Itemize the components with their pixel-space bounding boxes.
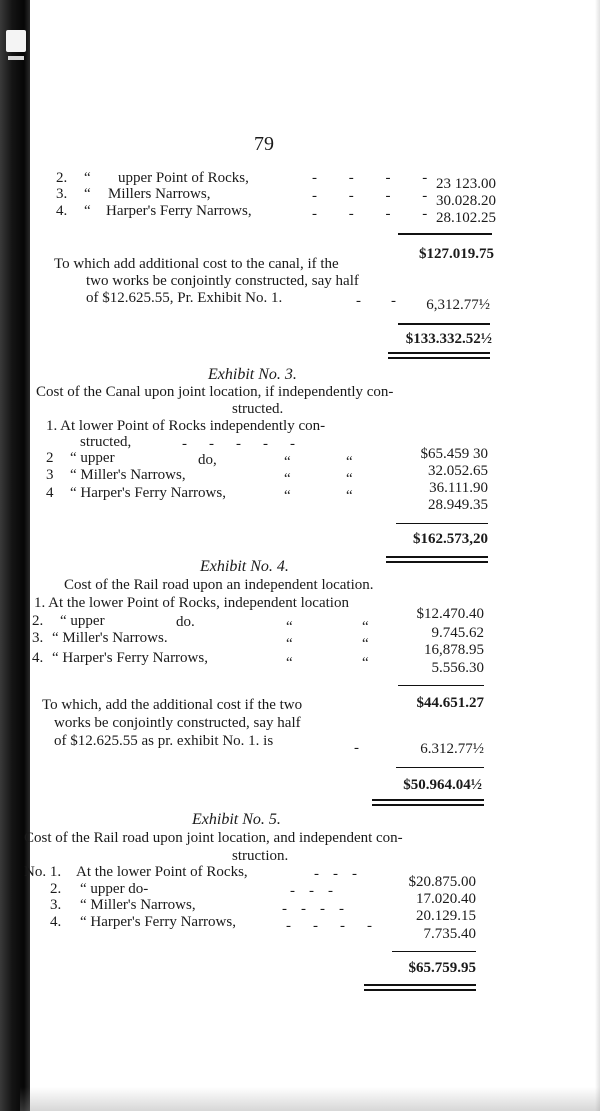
row-number: 2. <box>56 170 68 186</box>
row-amount: 16,878.95 <box>424 642 484 658</box>
exhibit-heading: Exhibit No. 5. <box>192 811 281 828</box>
dash-leader: - <box>354 740 359 756</box>
row-label: Harper's Ferry Narrows, <box>106 203 252 219</box>
row-label: “ Harper's Ferry Narrows, <box>70 485 226 501</box>
grand-total: $50.964.04½ <box>403 777 482 793</box>
addition-text-line: works be conjointly constructed, say half <box>54 715 301 731</box>
dash-leader: -- <box>356 293 426 309</box>
row-amount: 7.735.40 <box>423 926 476 942</box>
row-label: “ Miller's Narrows, <box>70 467 186 483</box>
row-number: 3. <box>50 897 62 913</box>
ditto-mark: “ <box>84 186 91 202</box>
ditto-mark: “ <box>346 454 353 470</box>
dash-leader: --- <box>314 866 371 882</box>
row-label: Millers Narrows, <box>108 186 211 202</box>
row-number: 2. <box>50 881 62 897</box>
ditto-mark: “ <box>286 655 293 671</box>
book-binding-edge <box>0 0 30 1111</box>
binding-paper-tab <box>6 30 26 52</box>
exhibit-description: Cost of the Rail road upon an independent location. <box>64 577 374 593</box>
sum-rule <box>398 233 492 235</box>
row-amount: $12.470.40 <box>416 606 484 622</box>
row-label: “ Miller's Narrows, <box>80 897 196 913</box>
double-rule <box>372 799 484 806</box>
row-amount: 32.052.65 <box>428 463 488 479</box>
subtotal: $127.019.75 <box>419 246 494 262</box>
double-rule <box>364 984 476 991</box>
ditto-mark: “ <box>362 636 369 652</box>
addition-text-line: To which add additional cost to the canal, if the <box>54 256 339 272</box>
exhibit-description: Cost of the Canal upon joint location, if independently con- <box>36 384 394 400</box>
row-label: “ Harper's Ferry Narrows, <box>52 650 208 666</box>
dash-leader: - - - - <box>312 206 442 222</box>
page-edge-shadow <box>595 0 600 1111</box>
exhibit-description: structed. <box>232 401 284 417</box>
page-number: 79 <box>254 133 274 155</box>
binding-paper-tab <box>8 56 24 60</box>
sum-rule <box>398 323 490 325</box>
row-amount: 9.745.62 <box>431 625 484 641</box>
row-number: 4. <box>50 914 62 930</box>
ditto-mark: “ <box>346 471 353 487</box>
addition-amount: 6,312.77½ <box>426 297 490 313</box>
row-label: upper Point of Rocks, <box>118 170 249 186</box>
dash-leader: ----- <box>182 436 317 452</box>
double-rule <box>386 556 488 563</box>
row-amount: 5.556.30 <box>431 660 484 676</box>
sum-rule <box>396 767 484 768</box>
row-amount: $20.875.00 <box>408 874 476 890</box>
ditto-mark: “ <box>286 619 293 635</box>
exhibit-total: $162.573,20 <box>413 531 488 547</box>
exhibit-total: $65.759.95 <box>408 960 476 976</box>
exhibit-heading: Exhibit No. 4. <box>200 558 289 575</box>
dash-leader: --- <box>290 883 347 899</box>
sum-rule <box>396 523 488 524</box>
ditto-mark: “ <box>346 488 353 504</box>
ditto-mark: “ <box>284 488 291 504</box>
row-number: 4. <box>32 650 44 666</box>
item-line: structed, <box>80 434 132 450</box>
row-amount: 17.020.40 <box>416 891 476 907</box>
sum-rule <box>398 685 484 686</box>
addition-text-line: of $12.625.55 as pr. exhibit No. 1. is <box>54 733 274 749</box>
row-number: 3 <box>46 467 54 483</box>
addition-text-line: of $12.625.55, Pr. Exhibit No. 1. <box>86 290 283 306</box>
grand-total: $133.332.52½ <box>405 331 492 347</box>
do-mark: do. <box>176 614 195 630</box>
scan-bottom-shadow <box>20 1087 600 1111</box>
row-label: “ upper <box>60 613 105 629</box>
ditto-mark: “ <box>284 471 291 487</box>
addition-amount: 6.312.77½ <box>420 741 484 757</box>
ditto-mark: “ <box>84 203 91 219</box>
row-label: “ Miller's Narrows. <box>52 630 168 646</box>
exhibit-subtotal: $44.651.27 <box>416 695 484 711</box>
exhibit-heading: Exhibit No. 3. <box>208 366 297 383</box>
row-number: 2 <box>46 450 54 466</box>
item-line: 1. At the lower Point of Rocks, independent location <box>34 595 349 611</box>
row-amount: 30.028.20 <box>436 193 496 209</box>
row-number: 3. <box>56 186 68 202</box>
row-number: 4. <box>56 203 68 219</box>
double-rule <box>388 352 490 359</box>
exhibit-description: Cost of the Rail road upon joint location, and independent con- <box>24 830 403 846</box>
ditto-mark: “ <box>284 454 291 470</box>
row-amount: 28.102.25 <box>436 210 496 226</box>
dash-leader: - - - - <box>312 188 442 204</box>
row-label: At the lower Point of Rocks, <box>76 864 248 880</box>
addition-text-line: two works be conjointly constructed, say half <box>86 273 359 289</box>
ditto-mark: “ <box>286 636 293 652</box>
addition-text-line: To which, add the additional cost if the two <box>42 697 303 713</box>
sum-rule <box>392 951 476 952</box>
row-label: “ upper <box>70 450 115 466</box>
ditto-mark: “ <box>362 655 369 671</box>
item-line: 1. At lower Point of Rocks independently con- <box>46 418 326 434</box>
row-number: No. 1. <box>24 864 62 880</box>
exhibit-description: struction. <box>232 848 289 864</box>
dash-leader: ---- <box>282 901 358 917</box>
dash-leader: ---- <box>286 918 394 934</box>
row-amount: 23 123.00 <box>436 176 496 192</box>
row-number: 4 <box>46 485 54 501</box>
row-amount: 36.111.90 <box>429 480 488 496</box>
row-label: “ Harper's Ferry Narrows, <box>80 914 236 930</box>
row-label: “ upper do- <box>80 881 149 897</box>
do-mark: do, <box>198 452 217 468</box>
row-amount: $65.459 30 <box>420 446 488 462</box>
row-amount: 20.129.15 <box>416 908 476 924</box>
row-number: 2. <box>32 613 44 629</box>
dash-leader: - - - - <box>312 170 442 186</box>
ditto-mark: “ <box>84 170 91 186</box>
row-number: 3. <box>32 630 44 646</box>
row-amount: 28.949.35 <box>428 497 488 513</box>
ditto-mark: “ <box>362 619 369 635</box>
